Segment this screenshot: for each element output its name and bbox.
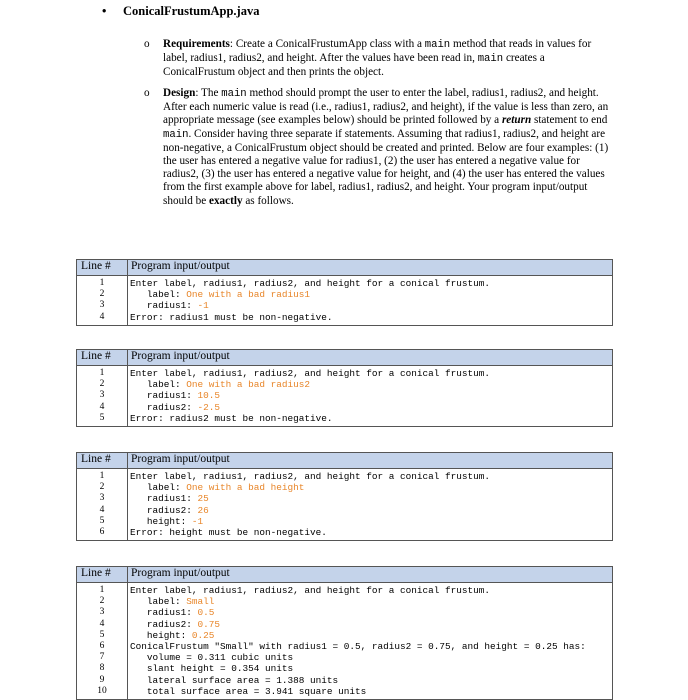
program-text: radius2: [130, 504, 198, 516]
line-number: 1 [99, 471, 105, 481]
bullet-icon: • [102, 4, 107, 18]
program-text: Enter label, radius1, radius2, and height for a conical frustum. [130, 585, 491, 596]
line-number: 8 [99, 663, 105, 674]
program-text: radius1: [130, 300, 198, 312]
line-number: 7 [99, 652, 105, 663]
section-title: ConicalFrustumApp.java [123, 4, 260, 18]
line-number-header: Line # [77, 260, 128, 276]
line-number: 6 [99, 527, 105, 538]
line-number: 2 [99, 379, 105, 390]
program-text: volume = 0.311 cubic units [130, 652, 294, 664]
user-input: 0.25 [191, 629, 215, 641]
line-number-header: Line # [77, 567, 128, 583]
io-header: Program input/output [128, 350, 613, 366]
design-label: Design [163, 87, 196, 99]
output-line [130, 278, 612, 289]
user-input: -1 [191, 515, 204, 527]
program-text: Enter label, radius1, radius2, and height for a conical frustum. [130, 471, 491, 482]
output-line [130, 663, 612, 674]
user-input: 0.75 [197, 618, 221, 630]
program-text: Enter label, radius1, radius2, and height for a conical frustum. [130, 368, 491, 379]
requirements-label: Requirements [163, 38, 230, 50]
design-text [163, 87, 615, 208]
output-line [130, 312, 612, 323]
program-text: label: [130, 289, 187, 301]
line-number: 10 [97, 685, 107, 696]
line-number: 3 [99, 493, 105, 504]
line-number: 6 [99, 641, 105, 652]
example-table [76, 349, 613, 427]
program-output [128, 583, 613, 700]
program-text: height: [130, 515, 192, 527]
text-run: statement to end [531, 114, 608, 127]
text-run: : Create a ConicalFrustumApp class with a [229, 38, 425, 50]
program-text: label: [130, 482, 187, 494]
output-line [130, 471, 612, 482]
output-line [130, 596, 612, 607]
line-number: 5 [99, 629, 105, 640]
line-numbers [77, 583, 128, 700]
program-text: radius1: [130, 493, 198, 505]
line-numbers [77, 276, 128, 326]
line-numbers [77, 469, 128, 541]
output-line [130, 505, 612, 516]
text-run: method should prompt the user to enter the label, radius1, radius2, and height. After each numeric value is read (i.e., radius1, radius2, and height), if the value is less than zero, an appropriate message (see examples below) should be printed followed by a [163, 87, 609, 127]
code-run: main [163, 128, 189, 141]
text-run: . Consider having three separate if statements. Assuming that radius1, radius2, and height are non-negative, a ConicalFrustum object should be created and printed. Below are four examples: (1) the user has entered a negative value for radius1, (2) the user has entered a negative value for radius2, (3) the user has entered a negative value for height, and (4) the user has entered the values from the first example above for label, radius1, radius2, and height. Your program input/output should be [163, 127, 609, 207]
line-number: 4 [99, 504, 105, 515]
example-table [76, 452, 613, 541]
program-text: radius2: [130, 618, 198, 630]
output-line [130, 675, 612, 686]
user-input: 0.5 [197, 607, 215, 619]
user-input: 26 [197, 504, 209, 516]
output-line [130, 619, 612, 630]
line-number: 1 [99, 368, 105, 378]
requirements-text [163, 38, 615, 80]
code-run: main [477, 53, 504, 66]
program-text: label: [130, 379, 187, 391]
io-header: Program input/output [128, 260, 613, 276]
line-number: 3 [99, 390, 105, 401]
code-run: main [424, 39, 451, 51]
program-text: Error: radius1 must be non-negative. [130, 311, 333, 323]
user-input: 25 [197, 493, 209, 505]
output-line [130, 493, 612, 504]
io-header: Program input/output [128, 567, 613, 583]
program-text: ConicalFrustum "Small" with radius1 = 0.5, radius2 = 0.75, and height = 0.25 has: [130, 641, 586, 653]
program-text: total surface area = 3.941 square units [130, 685, 367, 697]
user-input: -1 [197, 300, 209, 312]
line-number: 1 [99, 585, 105, 595]
sub-bullet-icon: o [144, 87, 150, 99]
output-line [130, 289, 612, 300]
line-number-header: Line # [77, 453, 128, 469]
program-text: Enter label, radius1, radius2, and height for a conical frustum. [130, 278, 491, 289]
text-run: as follows. [242, 194, 294, 207]
line-number: 5 [99, 412, 105, 423]
user-input: One with a bad height [186, 482, 305, 494]
output-line [130, 585, 612, 596]
line-number: 4 [99, 618, 105, 629]
output-line [130, 607, 612, 618]
program-output [128, 469, 613, 541]
italic-run: return [501, 114, 532, 127]
program-output [128, 366, 613, 427]
user-input: -2.5 [197, 401, 221, 413]
line-number: 4 [99, 311, 105, 322]
line-numbers [77, 366, 128, 427]
program-text: height: [130, 629, 192, 641]
example-table [76, 259, 613, 326]
line-number: 1 [99, 278, 105, 288]
text-run: : The [195, 87, 222, 99]
line-number-header: Line # [77, 350, 128, 366]
bold-run: exactly [209, 194, 243, 207]
program-text: Error: height must be non-negative. [130, 527, 327, 539]
output-line [130, 390, 612, 401]
program-text: radius1: [130, 390, 198, 402]
text-run: method that reads in values for label, radius1, radius2, and height. After the values have been read in, [163, 38, 592, 65]
line-number: 2 [99, 482, 105, 493]
output-line [130, 630, 612, 641]
output-line [130, 300, 612, 311]
output-line [130, 527, 612, 538]
program-text: Error: radius2 must be non-negative. [130, 412, 333, 424]
line-number: 4 [99, 401, 105, 412]
text-run: creates a ConicalFrustum object and then prints the object. [163, 52, 545, 79]
line-number: 3 [99, 607, 105, 618]
io-header: Program input/output [128, 453, 613, 469]
line-number: 9 [99, 674, 105, 685]
line-number: 2 [99, 596, 105, 607]
code-run: main [221, 88, 247, 100]
program-text: lateral surface area = 1.388 units [130, 674, 339, 686]
sub-bullet-icon: o [144, 38, 150, 50]
output-line [130, 379, 612, 390]
output-line [130, 641, 612, 652]
output-line [130, 482, 612, 493]
output-line [130, 686, 612, 697]
output-line [130, 652, 612, 663]
line-number: 5 [99, 515, 105, 526]
example-table [76, 566, 613, 700]
line-number: 2 [99, 289, 105, 300]
user-input: 10.5 [197, 390, 221, 402]
program-text: radius2: [130, 401, 198, 413]
output-line [130, 402, 612, 413]
program-text: label: [130, 596, 187, 608]
output-line [130, 516, 612, 527]
user-input: Small [186, 596, 215, 608]
output-line [130, 368, 612, 379]
user-input: One with a bad radius2 [186, 379, 311, 391]
program-text: slant height = 0.354 units [130, 663, 294, 675]
line-number: 3 [99, 300, 105, 311]
program-output [128, 276, 613, 326]
program-text: radius1: [130, 607, 198, 619]
user-input: One with a bad radius1 [186, 289, 311, 301]
output-line [130, 413, 612, 424]
